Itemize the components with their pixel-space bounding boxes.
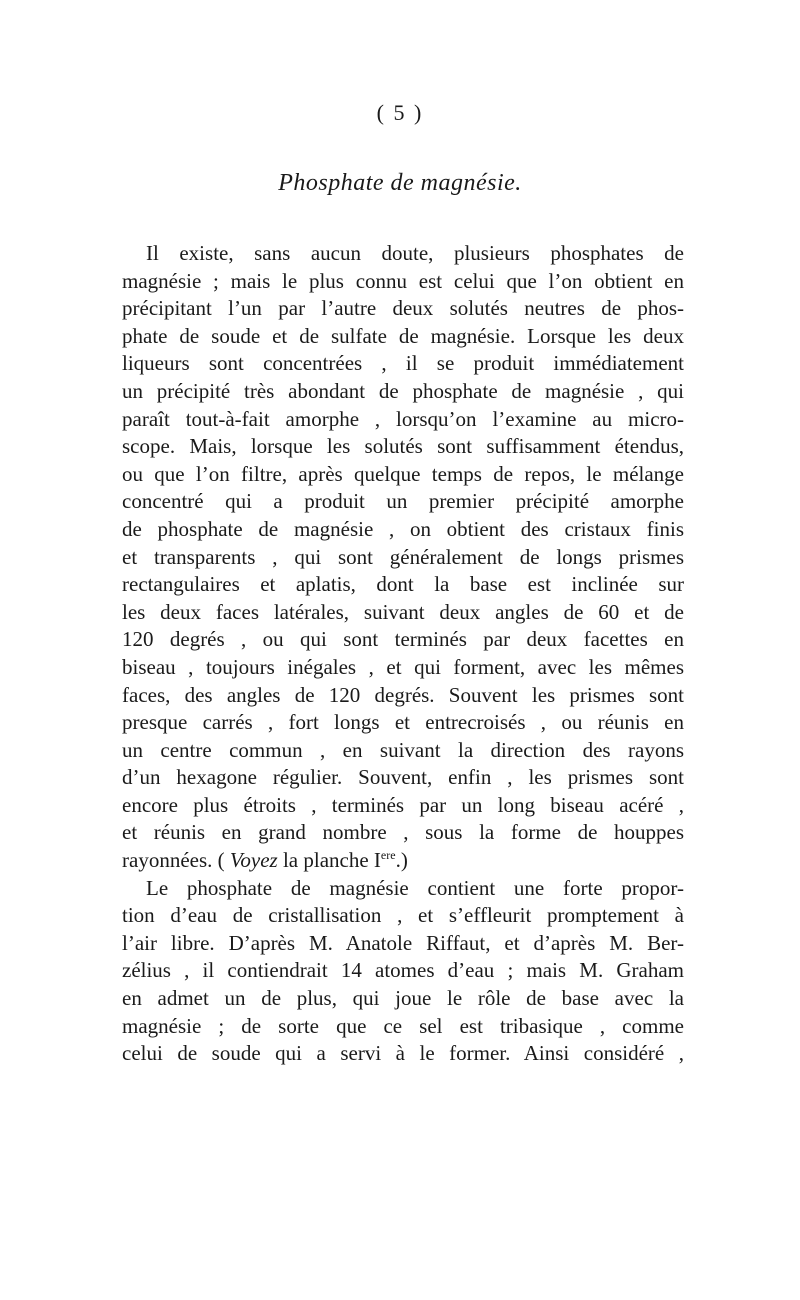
text-line: biseau , toujours inégales , et qui forment, avec les mêmes [122,654,684,679]
text-line: Le phosphate de magnésie contient une forte propor- [146,875,684,900]
body-text [122,240,684,1068]
text-fragment: .) [395,848,408,873]
text-line: phate de soude et de sulfate de magnésie. Lorsque les deux [122,323,684,348]
text-line: magnésie ; de sorte que ce sel est tribasique , comme [122,1013,684,1038]
text-line: précipitant l’un par l’autre deux solutés neutres de phos- [122,296,684,321]
text-line: celui de soude qui a servi à le former. Ainsi considéré , [122,1041,684,1066]
text-line: faces, des angles de 120 degrés. Souvent les prismes sont [122,682,684,707]
text-line: et transparents , qui sont généralement de longs prismes [122,544,684,569]
text-line-last [122,847,684,875]
text-line: d’un hexagone régulier. Souvent, enfin , les prismes sont [122,765,684,790]
text-line: de phosphate de magnésie , on obtient des cristaux finis [122,516,684,541]
section-title: Phosphate de magnésie. [278,170,522,196]
text-line: l’air libre. D’après M. Anatole Riffaut, et d’après M. Ber- [122,930,684,955]
text-line: un précipité très abondant de phosphate de magnésie , qui [122,378,684,403]
text-line: rectangulaires et aplatis, dont la base est inclinée sur [122,572,684,597]
text-line: scope. Mais, lorsque les solutés sont suffisamment étendus, [122,434,684,459]
text-line: tion d’eau de cristallisation , et s’effleurit promptement à [122,903,684,928]
text-line: liqueurs sont concentrées , il se produit immédiatement [122,351,684,376]
text-line: en admet un de plus, qui joue le rôle de base avec la [122,986,684,1011]
text-line: et réunis en grand nombre , sous la forme de houppes [122,820,684,845]
text-line: ou que l’on filtre, après quelque temps de repos, le mélange [122,461,684,486]
italic-reference: Voyez [229,848,278,873]
page-number: ( 5 ) [376,100,424,125]
text-line: magnésie ; mais le plus connu est celui que l’on obtient en [122,268,684,293]
text-line: paraît tout-à-fait amorphe , lorsqu’on l’examine au micro- [122,406,684,431]
text-line: encore plus étroits , terminés par un long biseau acéré , [122,792,684,817]
text-line: 120 degrés , ou qui sont terminés par deux facettes en [122,627,684,652]
text-line: presque carrés , fort longs et entrecroisés , ou réunis en [122,710,684,735]
text-fragment: rayonnées. ( [122,848,230,873]
text-line: Il existe, sans aucun doute, plusieurs phosphates de [146,241,684,265]
text-fragment: la planche I [277,848,381,873]
superscript: ere [380,848,396,863]
text-line: zélius , il contiendrait 14 atomes d’eau ; mais M. Graham [122,958,684,983]
text-line: les deux faces latérales, suivant deux angles de 60 et de [122,599,684,624]
text-line: un centre commun , en suivant la direction des rayons [122,737,684,762]
text-line: concentré qui a produit un premier précipité amorphe [122,489,684,514]
